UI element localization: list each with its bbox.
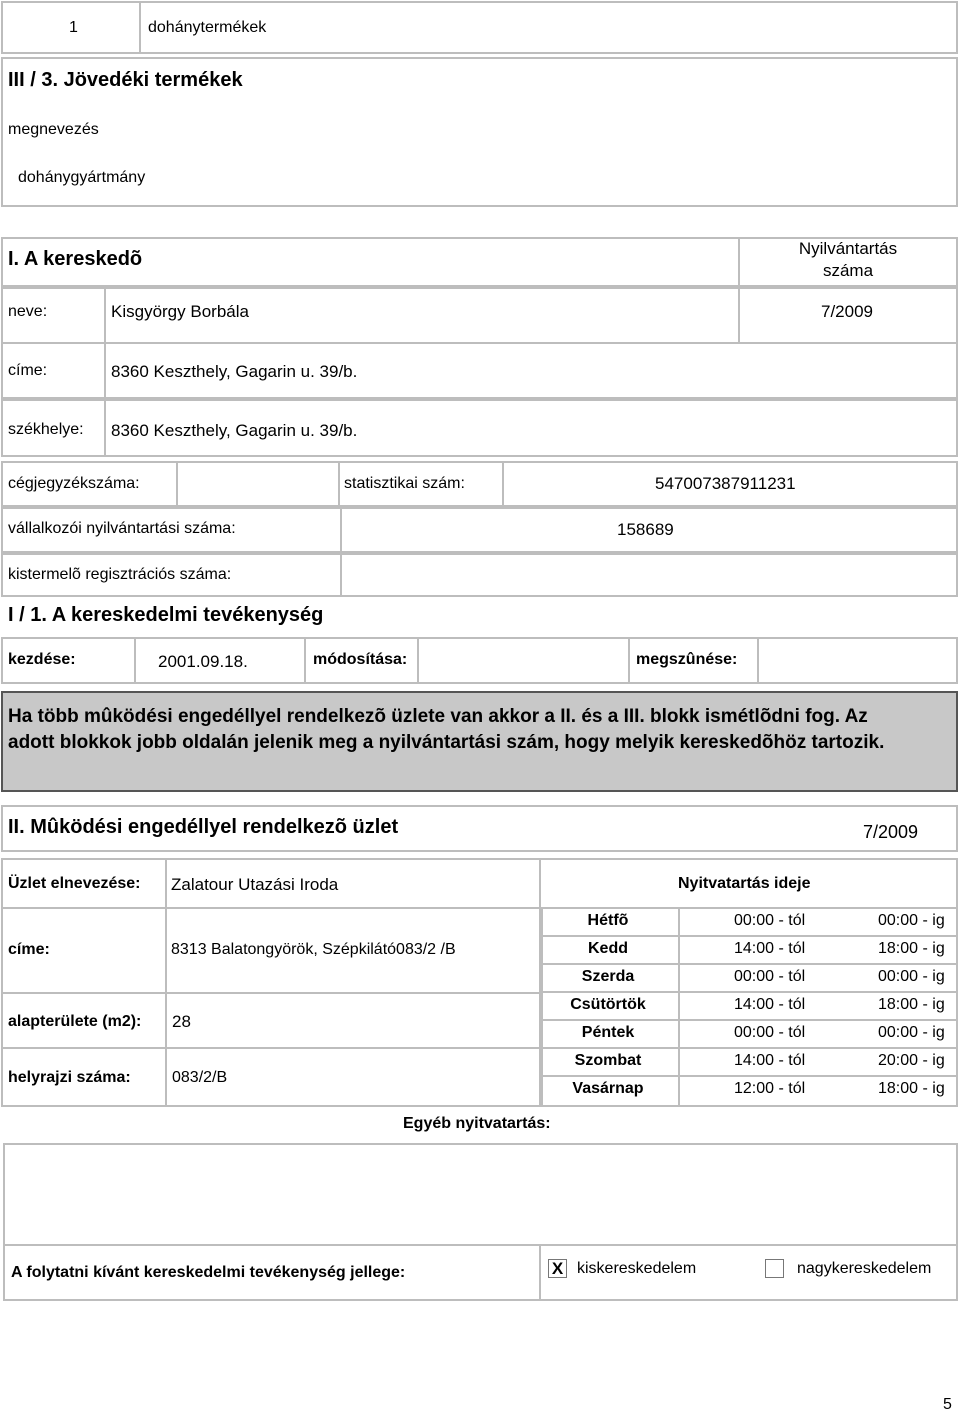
time-to: 20:00 - ig [878, 1052, 945, 1069]
activity-type-label: A folytatni kívánt kereskedelmi tevékenység jellege: [11, 1264, 406, 1281]
shop-lot-value: 083/2/B [172, 1069, 228, 1086]
trader-address-label: címe: [8, 362, 48, 379]
time-from: 14:00 - tól [734, 996, 806, 1013]
shop-area-label: alapterülete (m2): [8, 1013, 142, 1030]
stat-value: 547007387911231 [655, 474, 796, 493]
shop-name-value: Zalatour Utazási Iroda [171, 875, 339, 894]
shop-area-value: 28 [172, 1012, 191, 1031]
start-value: 2001.09.18. [158, 652, 248, 671]
top-row-number: 1 [69, 19, 78, 36]
excise-name-value: dohánygyártmány [18, 169, 146, 186]
shop-title: II. Mûködési engedéllyel rendelkezõ üzlet [8, 816, 399, 838]
company-reg-label: cégjegyzékszáma: [8, 475, 140, 492]
time-from: 14:00 - tól [734, 1052, 806, 1069]
day-label: Szombat [574, 1052, 642, 1069]
modified-label: módosítása: [313, 651, 408, 668]
other-hours-label: Egyéb nyitvatartás: [403, 1115, 551, 1132]
time-to: 00:00 - ig [878, 912, 945, 929]
wholesale-checkbox[interactable] [765, 1259, 784, 1278]
trader-address-value: 8360 Keszthely, Gagarin u. 39/b. [111, 362, 358, 381]
activity-row [1, 637, 958, 684]
entrepreneur-label: vállalkozói nyilvántartási száma: [8, 520, 236, 537]
time-from: 00:00 - tól [734, 1024, 806, 1041]
page-number: 5 [943, 1396, 952, 1413]
time-from: 00:00 - tól [734, 912, 806, 929]
top-row [1, 1, 958, 54]
registry-header: Nyilvántartás száma [798, 239, 898, 280]
shop-address-value: 8313 Balatongyörök, Szépkilátó083/2 /B [171, 941, 456, 958]
excise-title: III / 3. Jövedéki termékek [8, 69, 243, 91]
day-label: Szerda [581, 968, 635, 985]
time-to: 00:00 - ig [878, 968, 945, 985]
wholesale-label: nagykereskedelem [797, 1260, 932, 1277]
trader-title: I. A kereskedõ [8, 248, 143, 270]
trader-seat-label: székhelye: [8, 421, 84, 438]
shop-name-label: Üzlet elnevezése: [8, 875, 141, 892]
company-reg-row [1, 461, 958, 507]
day-label: Vasárnap [572, 1080, 644, 1097]
time-from: 12:00 - tól [734, 1080, 806, 1097]
day-label: Csütörtök [570, 996, 646, 1013]
day-label: Kedd [588, 940, 628, 957]
time-to: 18:00 - ig [878, 940, 945, 957]
start-label: kezdése: [8, 651, 76, 668]
hours-header: Nyitvatartás ideje [678, 875, 811, 892]
stat-label: statisztikai szám: [344, 475, 465, 492]
time-from: 14:00 - tól [734, 940, 806, 957]
time-to: 00:00 - ig [878, 1024, 945, 1041]
day-label: Péntek [581, 1024, 635, 1041]
time-to: 18:00 - ig [878, 996, 945, 1013]
other-hours-box [3, 1143, 958, 1246]
time-to: 18:00 - ig [878, 1080, 945, 1097]
day-label: Hétfõ [587, 912, 629, 929]
time-from: 00:00 - tól [734, 968, 806, 985]
excise-name-label: megnevezés [8, 121, 99, 138]
retail-label: kiskereskedelem [577, 1260, 697, 1277]
trader-registry-number: 7/2009 [821, 302, 873, 321]
producer-label: kistermelõ regisztrációs száma: [8, 566, 232, 583]
activity-title: I / 1. A kereskedelmi tevékenység [8, 604, 324, 626]
entrepreneur-value: 158689 [617, 520, 674, 539]
trader-name-label: neve: [8, 303, 48, 320]
notice-text: Ha több mûködési engedéllyel rendelkezõ üzlete van akkor a II. és a III. blokk ismétlõdni fog. Az adott blokkok jobb oldalán jelenik meg a nyilvántartási szám, hogy melyik kereskedõhöz tartozik. [8, 706, 885, 753]
trader-seat-value: 8360 Keszthely, Gagarin u. 39/b. [111, 421, 358, 440]
top-row-label: dohánytermékek [148, 19, 267, 36]
end-label: megszûnése: [636, 651, 738, 668]
shop-lot-label: helyrajzi száma: [8, 1069, 131, 1086]
shop-address-label: címe: [8, 941, 50, 958]
shop-registry-number: 7/2009 [863, 822, 919, 842]
retail-checkbox[interactable]: X [548, 1259, 567, 1278]
trader-name-value: Kisgyörgy Borbála [111, 302, 249, 321]
